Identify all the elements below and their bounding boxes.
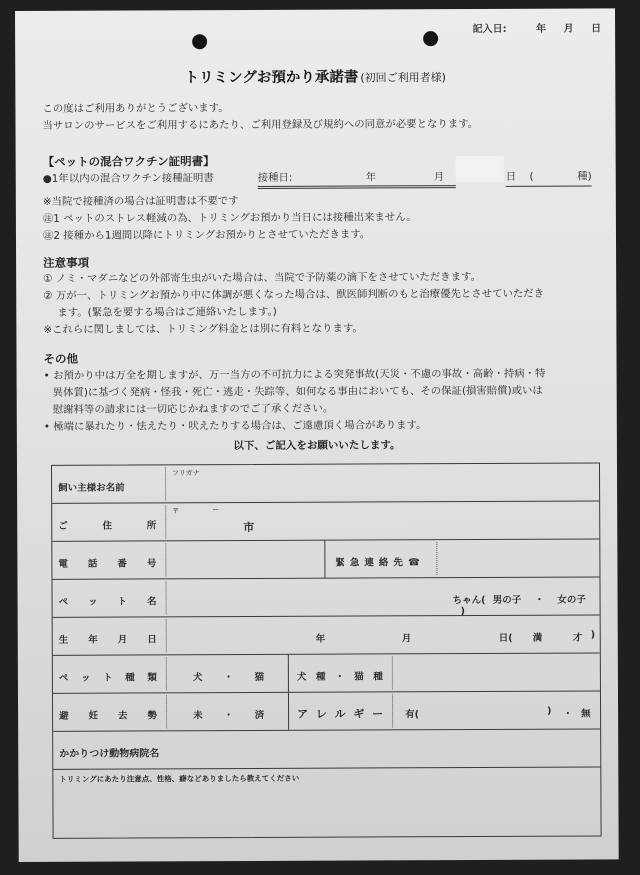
vaccine-note: ※当院で接種済の場合は証明書は不要です: [42, 195, 239, 208]
breed-label: 犬 種 ・ 猫 種: [296, 671, 383, 683]
postal-mark: 〒: [172, 507, 180, 516]
intro-line: この度はご利用ありがとうございます。: [42, 102, 229, 115]
vaccine-kind-close: 種): [577, 170, 592, 183]
divider: [288, 655, 289, 692]
pet-type-label: ペ ッ ト 種 類: [58, 672, 157, 684]
neuter-options: 未 ・ 済: [193, 709, 265, 722]
pet-sex-options: ちゃん( 男の子 ・ 女の子 ): [452, 594, 586, 618]
emergency-contact-input[interactable]: [438, 539, 599, 577]
divider: [436, 542, 437, 575]
punch-hole-right: [423, 31, 438, 46]
cautions-list: [43, 269, 544, 339]
other-item: 異体質)に基づく発病・怪我・死亡・逃走・失踪等、如何なる事由においても、その保証(損害賠償)或いは: [52, 384, 543, 399]
divider: [288, 693, 289, 730]
row-birthday: [53, 615, 600, 655]
registration-form: [51, 462, 602, 838]
allergy-detail-input[interactable]: [425, 692, 553, 730]
allergy-sep: ・: [563, 708, 573, 720]
row-pet-name: [52, 577, 599, 617]
city-label: 市: [243, 520, 255, 535]
intro-text: [42, 99, 478, 135]
caution-item: ② 万が一、トリミングお預かり中に体調が悪くなった場合は、獣医師判断のもと治療優先とさせていただき: [43, 287, 545, 302]
notes-label: トリミングにあたり注意点、性格、癖などありましたら教えてください: [59, 773, 300, 784]
vaccine-date-field[interactable]: [258, 169, 456, 189]
phone-input[interactable]: [168, 541, 322, 579]
row-neuter-allergy: [53, 691, 600, 731]
divider: [324, 541, 325, 578]
divider: [166, 657, 167, 690]
caution-item: ① ノミ・マダニなどの外部寄生虫がいた場合は、当院で予防薬の滴下をさせていただきます。: [43, 270, 482, 285]
vaccine-kind-open: (: [529, 170, 534, 183]
owner-name-input[interactable]: [168, 463, 599, 502]
neuter-done-option[interactable]: 済: [254, 709, 265, 721]
owner-name-label: 飼い主様お名前: [58, 482, 125, 494]
fill-instruction: 以下、ご記入をお願いいたします。: [233, 439, 401, 453]
vaccine-heading: 【ペットの混合ワクチン証明書】: [42, 154, 215, 169]
row-notes[interactable]: [53, 767, 600, 837]
birth-day: 日(: [498, 632, 513, 644]
sex-male-option[interactable]: 男の子: [492, 594, 522, 606]
entry-date-year[interactable]: 年: [536, 23, 547, 35]
neuter-not-option[interactable]: 未: [193, 710, 203, 722]
pet-type-options: 犬 ・ 猫: [192, 671, 265, 684]
other-item: • 極端に暴れたり・怯えたり・吠えたりする場合は、ご遠慮頂く場合があります。: [43, 419, 427, 433]
age-close: ): [590, 629, 596, 641]
postal-dash: ー: [212, 506, 220, 515]
vaccine-year: 年: [365, 171, 377, 184]
vaccine-kind-field[interactable]: [506, 168, 592, 186]
divider: [392, 694, 393, 727]
punch-hole-left: [192, 34, 207, 49]
neuter-label: 避 妊 去 勢: [59, 710, 158, 722]
birthday-label: 生 年 月 日: [58, 634, 157, 646]
vaccine-note: ㊟1 ペットのストレス軽減の為、トリミングお預かり当日には接種出来ません。: [42, 211, 417, 225]
breed-input[interactable]: [395, 653, 600, 691]
cautions-heading: 注意事項: [43, 255, 90, 270]
vaccine-date-label: 接種日:: [257, 171, 293, 184]
row-address: [52, 501, 599, 541]
divider: [166, 619, 167, 652]
correction-tape: [456, 156, 504, 182]
address-input[interactable]: [168, 501, 599, 540]
vaccine-day: 日: [505, 170, 517, 183]
title-main: トリミングお預かり承諾書: [184, 69, 359, 87]
cautions-note: ※これらに関しましては、トリミング料金とは別に有料となります。: [43, 322, 363, 336]
divider: [166, 695, 167, 728]
birth-year: 年: [315, 633, 326, 645]
intro-line: 当サロンのサービスをご利用するにあたり、ご利用登録及び規約への同意が必要となります。: [42, 117, 479, 132]
entry-date-month[interactable]: 月: [563, 23, 574, 35]
entry-date-day[interactable]: 日: [591, 23, 602, 35]
pet-name-label: ペ ッ ト 名: [58, 596, 157, 608]
caution-item: ます。(緊急を要する場合はご連絡いたします。): [57, 305, 277, 319]
allergy-yes-option[interactable]: 有(: [405, 709, 419, 721]
entry-date-label: 記入日:: [472, 23, 507, 36]
furigana-label: フリガナ: [172, 469, 200, 478]
divider: [392, 656, 393, 689]
consent-form-paper: [15, 8, 619, 862]
other-item: 慰謝料等の請求には一切応じかねますのでご了承ください。: [52, 402, 334, 416]
pet-name-input[interactable]: [168, 578, 448, 616]
row-owner-name: [52, 463, 599, 503]
row-vet[interactable]: [53, 729, 600, 769]
vaccine-bullet: ●1年以内の混合ワクチン接種証明書: [42, 172, 214, 185]
divider: [165, 467, 166, 500]
address-label: ご 住 所: [58, 520, 157, 532]
divider: [165, 581, 166, 614]
other-item: • お預かり中は万全を期しますが、万一当方の不可抗力による突発事故(天災・不慮の事故・高齢・持病・特: [43, 367, 546, 382]
telephone-icon: ☎: [407, 557, 425, 569]
vet-label: かかりつけ動物病院名: [59, 748, 160, 760]
vaccine-note: ㊟2 接種から1週間以降にトリミングお預かりとさせていただきます。: [42, 228, 371, 242]
row-pet-type: [53, 653, 600, 693]
age-prefix: 満: [532, 632, 543, 644]
age-suffix: 才: [572, 632, 583, 644]
row-phone: [52, 539, 599, 579]
title-subtitle: (初回ご利用者様): [360, 71, 446, 85]
entry-date: [473, 19, 602, 35]
pet-type-dog-option[interactable]: 犬: [192, 672, 203, 684]
allergy-close: ): [547, 705, 552, 717]
sex-female-option[interactable]: 女の子: [557, 594, 586, 606]
vaccine-month: 月: [433, 171, 445, 184]
other-heading: その他: [43, 351, 79, 366]
page-title: [15, 64, 615, 88]
other-list: [44, 366, 546, 436]
emergency-contact-label: 緊急連絡先☎: [335, 557, 425, 569]
birth-month: 月: [401, 633, 412, 645]
divider: [165, 505, 166, 538]
allergy-label: ア レ ル ギ ー: [297, 707, 384, 721]
divider: [165, 543, 166, 576]
pet-type-cat-option[interactable]: 猫: [254, 671, 265, 683]
vaccine-notes: [43, 192, 417, 245]
allergy-no-option[interactable]: 無: [581, 708, 591, 720]
phone-label: 電 話 番 号: [58, 558, 157, 570]
